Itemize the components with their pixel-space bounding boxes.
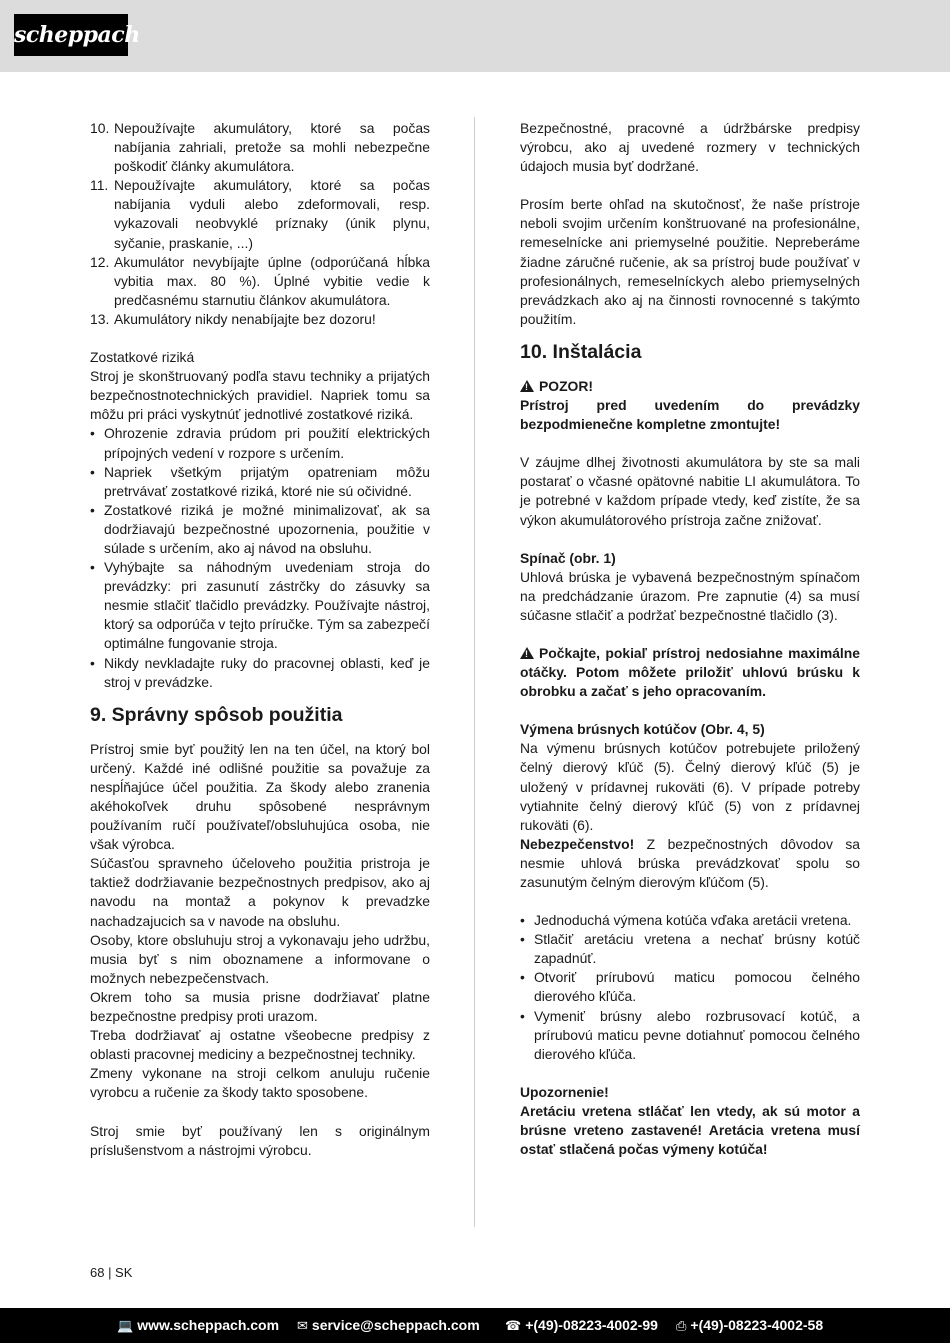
attention-label: !POZOR! <box>520 377 860 396</box>
paragraph: Zmeny vykonane na stroji celkom anuluju ručenie vyrobcu a ručenie za škody takto sposobene. <box>90 1065 430 1101</box>
note-text: Aretáciu vretena stláčať len vtedy, ak sú motor a brúsne vreteno zastavené! Aretácia vretena musí ostať stlačená počas výmeny kotúča! <box>520 1102 860 1158</box>
column-divider <box>474 117 475 1227</box>
attention-text: Prístroj pred uvedením do prevádzky bezpodmienečne kompletne zmontujte! <box>520 397 860 433</box>
warning-icon <box>520 380 534 392</box>
list-item: • Vyhýbajte sa náhodným uvedeniam stroja do prevádzky: pri zasunutí zástrčky do zásuvky sa nesmie stlačiť tlačidlo prevádzky. Používajte nástroj, ktorý sa odporúča v tejto príručke. Tým sa zabezpečí optimálne fungovanie stroja. <box>90 558 430 653</box>
scheppach-logo: scheppach <box>14 14 128 56</box>
list-item: • Stlačiť aretáciu vretena a nechať brúsny kotúč zapadnúť. <box>520 930 860 968</box>
left-column <box>90 119 430 1160</box>
switch-heading: Spínač (obr. 1) <box>520 549 616 566</box>
paragraph: Bezpečnostné, pracovné a údržbárske predpisy výrobcu, ako aj uvedené rozmery v technických údajoch musia byť dodržané. <box>520 120 860 175</box>
list-item: • Nikdy nevkladajte ruky do pracovnej oblasti, keď je stroj v prevádzke. <box>90 654 430 692</box>
footer-fax: ⎙ +(49)-08223-4002-58 <box>676 1317 824 1333</box>
list-item: • Napriek všetkým prijatým opatreniam môžu pretrvávať zostatkové riziká, ktoré nie sú očividné. <box>90 463 430 501</box>
list-item: • Zostatkové riziká je možné minimalizovať, ak sa dodržiavajú bezpečnostné upozornenia, použitie v súlade s určením, ako aj návod na obsluhu. <box>90 501 430 558</box>
residual-risks-title: Zostatkové riziká <box>90 349 195 366</box>
page-header <box>0 0 950 72</box>
list-item: • Otvoriť prírubovú maticu pomocou čelného dierového kľúča. <box>520 968 860 1006</box>
paragraph: Stroj smie byť používaný len s originálnym príslušenstvom a nástrojmi výrobcu. <box>90 1122 430 1158</box>
list-item: • Jednoduchá výmena kotúča vďaka aretácii vretena. <box>520 911 860 930</box>
disc-replacement-steps <box>520 911 860 1064</box>
paragraph: Uhlová brúska je vybavená bezpečnostným spínačom na predchádzanie úrazom. Pre zapnutie (4) sa musí súčasne stlačiť a podržať bezpečnostné tlačidlo (3). <box>520 568 860 623</box>
footer-email[interactable]: ✉ service@scheppach.com <box>297 1317 480 1333</box>
paragraph: Okrem toho sa musia prisne dodržiavať platne bezpečnostne predpisy proti urazom. <box>90 988 430 1025</box>
right-column <box>520 119 860 1159</box>
paragraph: V záujme dlhej životnosti akumulátora by ste sa mali postarať o včasné opätovné nabitie LI akumulátora. To je potrebné v každom prípade vtedy, keď zistíte, že sa výkon akumulátorového prístroja začne znižovať. <box>520 454 860 528</box>
wait-warning: !Počkajte, pokiaľ prístroj nedosiahne maximálne otáčky. Potom môžete priložiť uhlovú brúsku k obrobku a začať s jeho opracovaním. <box>520 644 860 701</box>
battery-rules-list <box>90 119 430 329</box>
list-item: 12. Akumulátor nevybíjajte úplne (odporúčaná hĺbka vybitia max. 80 %). Úplné vybitie vedie k predčasnému starnutiu článkov akumulátora. <box>90 253 430 308</box>
list-item: • Vymeniť brúsny alebo rozbrusovací kotúč, a prírubovú maticu pevne dotiahnuť pomocou čelného dierového kľúča. <box>520 1007 860 1064</box>
paragraph: Na výmenu brúsnych kotúčov potrebujete priložený čelný dierový kľúč (5). Čelný dierový kľúč (5) je uložený v prídavnej rukoväti (6). V prípade potreby vytiahnite čelný dierový kľúč (5) von z prídavnej rukoväti (6). <box>520 740 860 833</box>
note-heading: Upozornenie! <box>520 1083 609 1100</box>
paragraph: Prosím berte ohľad na skutočnosť, že naše prístroje neboli svojim určením konštruované na profesionálne, remeselnícke ani priemyselné použitie. Nepreberáme žiadne záručné ručenie, ak sa prístroj bude používať v profesionálnych, remeselníckych alebo priemyselných prevádzkach ako aj na činnosti rovnocenné s takýmto použitím. <box>520 196 860 327</box>
fax-icon: ⎙ <box>676 1318 687 1333</box>
paragraph: Prístroj smie byť použitý len na ten účel, na ktorý bol určený. Každé iné odlišné použitie sa považuje za nespĺňajúce účel použitia. Za škody alebo zranenia akéhokoľvek druhu spôsobené nesprávnym používaním ručí používateľ/obsluhujúca osoba, nie však výrobca. <box>90 740 430 853</box>
paragraph: Súčasťou spravneho účeloveho použitia pristroja je taktiež dodržiavanie bezpečnostnych predpisov, ako aj navodu na montaž a pokynov k prevadzke nachadzajucich sa v navode na obsluhu. <box>90 855 430 929</box>
warning-icon <box>520 647 534 659</box>
paragraph: Osoby, ktore obsluhuju stroj a vykonavaju jeho udržbu, musia byť s nim oboznamene a informovane o možnych nebezpečenstvach. <box>90 931 430 986</box>
paragraph: Treba dodržiavať aj ostatne všeobecne predpisy z oblasti pracovnej mediciny a bezpečnostnej techniky. <box>90 1027 430 1063</box>
phone-icon: ☎ <box>505 1318 522 1333</box>
footer-web[interactable]: 💻 www.scheppach.com <box>117 1317 280 1333</box>
danger-label: Nebezpečenstvo! <box>520 835 635 852</box>
residual-risks-list <box>90 424 430 691</box>
page-footer <box>0 1308 950 1343</box>
list-item: • Ohrozenie zdravia prúdom pri použití elektrických prípojných vedení v rozpore s určením. <box>90 424 430 462</box>
monitor-icon: 💻 <box>117 1318 134 1333</box>
residual-risks-intro: Stroj je skonštruovaný podľa stavu techniky a prijatých bezpečnostnotechnických pravidiel. Napriek tomu sa môžu pri práci vyskytnúť jednotlivé zostatkové riziká. <box>90 368 430 423</box>
section-10-heading: 10. Inštalácia <box>520 340 642 363</box>
list-item: 11. Nepoužívajte akumulátory, ktoré sa počas nabíjania vyduli alebo zdeformovali, resp. vykazovali neobvyklé príznaky (únik plynu, syčanie, praskanie, ...) <box>90 177 430 251</box>
section-9-heading: 9. Správny spôsob použitia <box>90 703 343 726</box>
mail-icon: ✉ <box>297 1318 308 1333</box>
disc-replacement-heading: Výmena brúsnych kotúčov (Obr. 4, 5) <box>520 721 765 738</box>
list-item: 13. Akumulátory nikdy nenabíjajte bez dozoru! <box>90 310 376 327</box>
danger-paragraph: Nebezpečenstvo! Z bezpečnostných dôvodov sa nesmie uhlová brúska prevádzkovať spolu so zasunutým čelným dierovým kľúčom (5). <box>520 835 860 890</box>
page-number: 68 | SK <box>90 1265 133 1280</box>
list-item: 10. Nepoužívajte akumulátory, ktoré sa počas nabíjania zahriali, pretože sa mohli nebezpečne poškodiť články akumulátora. <box>90 120 430 175</box>
footer-phone[interactable]: ☎ +(49)-08223-4002-99 <box>505 1317 658 1333</box>
